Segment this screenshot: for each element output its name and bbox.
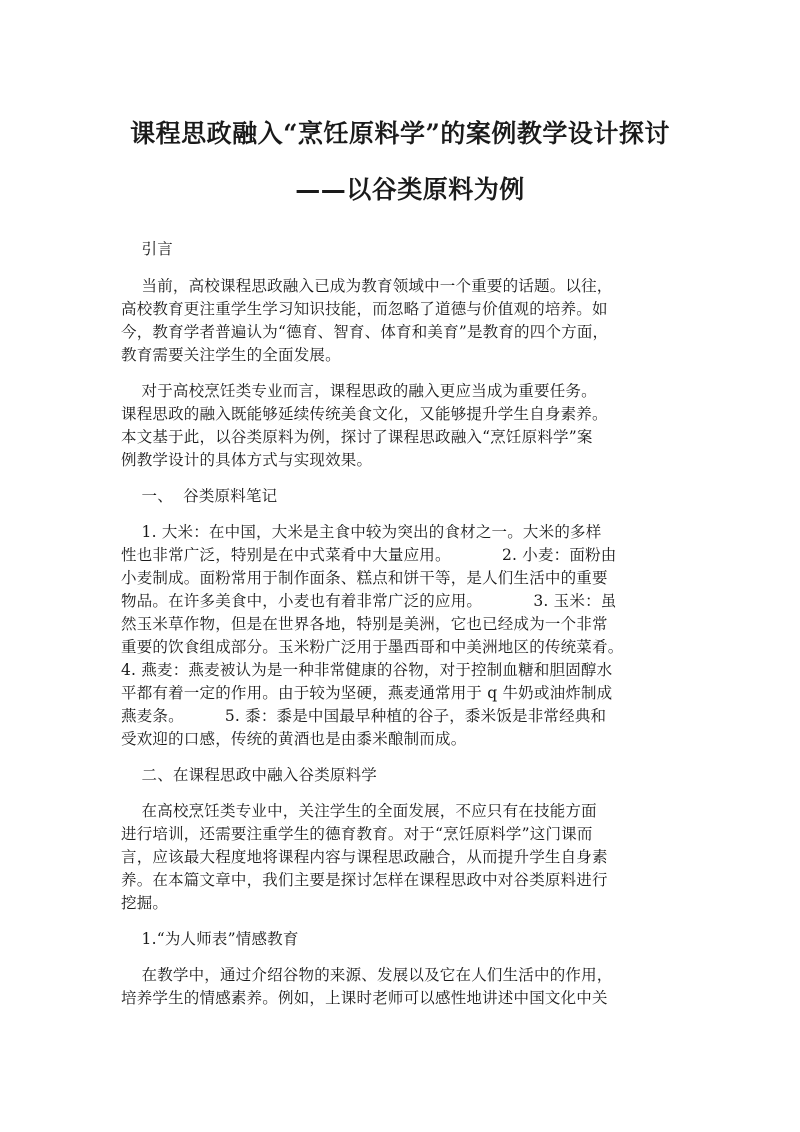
text-line: 对于高校烹饪类专业而言，课程思政的融入更应当成为重要任务。: [121, 382, 597, 400]
text-line: 教育需要关注学生的全面发展。: [121, 346, 341, 364]
text-line: 养。在本篇文章中，我们主要是探讨怎样在课程思政中对谷类原料进行: [121, 871, 608, 889]
text-line: 例教学设计的具体方式与实现效果。: [121, 451, 373, 469]
text-line: 性也非常广泛，特别是在中式菜肴中大量应用。 2. 小麦：面粉由: [121, 546, 617, 564]
text-line: 然玉米草作物，但是在世界各地，特别是美洲，它也已经成为一个非常: [121, 615, 608, 633]
text-line: 培养学生的情感素养。例如，上课时老师可以感性地讲述中国文化中关: [121, 989, 608, 1007]
text-line: 在高校烹饪类专业中，关注学生的全面发展，不应只有在技能方面: [121, 802, 597, 820]
text-line: 当前，高校课程思政融入已成为教育领域中一个重要的话题。以往，: [121, 277, 613, 295]
text-line: 课程思政的融入既能够延续传统美食文化，又能够提升学生自身素养。: [121, 405, 608, 423]
section-heading: 二、在课程思政中融入谷类原料学: [121, 766, 378, 784]
text-line: 燕麦条。 5. 黍：黍是中国最早种植的谷子，黍米饭是非常经典和: [121, 707, 607, 725]
text-line: 进行培训，还需要注重学生的德育教育。对于“烹饪原料学”这门课而: [121, 825, 593, 843]
text-line: 本文基于此，以谷类原料为例，探讨了课程思政融入“烹饪原料学”案: [121, 428, 593, 446]
document-subtitle: ——以谷类原料为例: [295, 175, 525, 204]
document-title: 课程思政融入“烹饪原料学”的案例教学设计探讨: [130, 119, 670, 148]
text-line: 言，应该最大程度地将课程内容与课程思政融合，从而提升学生自身素: [121, 848, 608, 866]
text-line: 受欢迎的口感，传统的黄酒也是由黍米酿制而成。: [121, 730, 467, 748]
text-line: 小麦制成。面粉常用于制作面条、糕点和饼干等，是人们生活中的重要: [121, 569, 608, 587]
text-line: 引言: [121, 240, 173, 258]
text-line: 1. 大米：在中国，大米是主食中较为突出的食材之一。大米的多样: [121, 523, 602, 541]
text-line: 在教学中，通过介绍谷物的来源、发展以及它在人们生活中的作用，: [121, 966, 613, 984]
text-line: 重要的饮食组成部分。玉米粉广泛用于墨西哥和中美洲地区的传统菜肴。: [121, 638, 624, 656]
text-line: 今，教育学者普遍认为“德育、智育、体育和美育”是教育的四个方面，: [121, 323, 609, 341]
subsection-heading: 1.“为人师表”情感教育: [121, 930, 299, 948]
text-line: 平都有着一定的作用。由于较为坚硬，燕麦通常用于 q 牛奶或油炸制成: [121, 684, 613, 702]
text-line: 高校教育更注重学生学习知识技能，而忽略了道德与价值观的培养。如: [121, 300, 608, 318]
section-heading: 一、 谷类原料笔记: [121, 487, 278, 505]
text-line: 物品。在许多美食中，小麦也有着非常广泛的应用。 3. 玉米：虽: [121, 592, 617, 610]
text-line: 4. 燕麦：燕麦被认为是一种非常健康的谷物，对于控制血糖和胆固醇水: [121, 661, 613, 679]
text-line: 挖掘。: [121, 894, 169, 912]
